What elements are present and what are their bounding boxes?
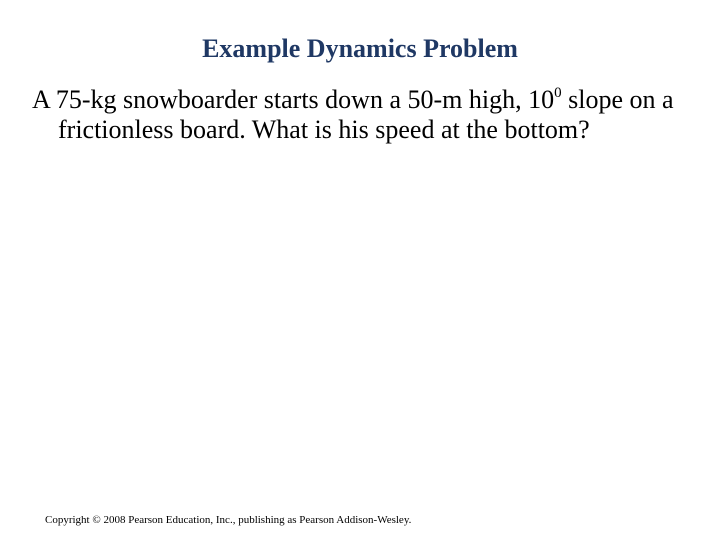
copyright-notice: Copyright © 2008 Pearson Education, Inc., publishing as Pearson Addison-Wesley. bbox=[45, 514, 412, 526]
degree-superscript: 0 bbox=[554, 85, 562, 101]
problem-statement bbox=[32, 85, 692, 145]
problem-paragraph bbox=[32, 85, 692, 145]
slide-title: Example Dynamics Problem bbox=[202, 34, 518, 63]
problem-text-start: A 75-kg snowboarder starts down a 50-m high, 10 bbox=[32, 85, 555, 114]
problem-text-end: slope on a frictionless board. What is his speed at the bottom? bbox=[58, 85, 674, 144]
